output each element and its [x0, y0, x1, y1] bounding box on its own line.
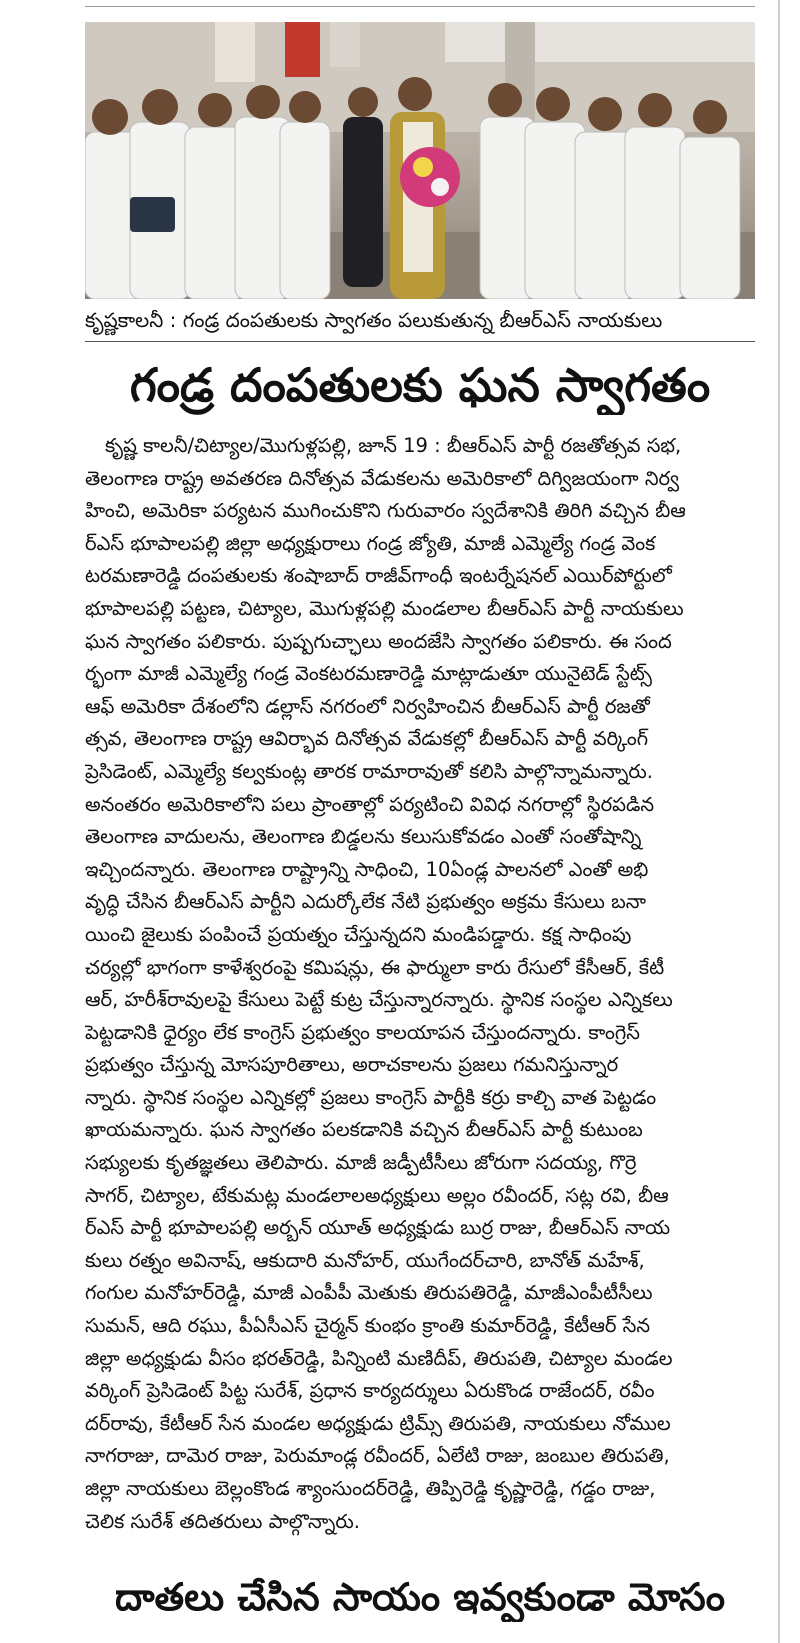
body-line: ఖాయమన్నారు. ఘన స్వాగతం పలకడానికి వచ్చిన బీఆర్ఎస్ పార్టీ కుటుంబ [85, 1118, 643, 1142]
body-line: నాగరాజు, దామెర రాజు, పెరుమాండ్ల రవీందర్, ఏలేటి రాజు, జంబుల తిరుపతి, [85, 1444, 670, 1468]
body-line: గంగుల మనోహర్‌రెడ్డి, మాజీ ఎంపీపీ మెతుకు తిరుపతిరెడ్డి, మాజీఎంపీటీసీలు [85, 1281, 653, 1305]
body-line: ర్ఎస్ భూపాలపల్లి జిల్లా అధ్యక్షురాలు గండ్ర జ్యోతి, మాజీ ఎమ్మెల్యే గండ్ర వెంక [85, 531, 656, 555]
body-line: ఆఫ్ అమెరికా దేశంలోని డల్లాస్ నగరంలో నిర్వహించిన బీఆర్ఎస్ పార్టీ రజతో [85, 694, 650, 718]
column-divider [778, 0, 780, 1643]
body-line: వర్కింగ్ ప్రెసిడెంట్ పిట్ట సురేశ్, ప్రధాన కార్యదర్శులు ఏరుకొండ రాజేందర్, రవీం [85, 1379, 655, 1403]
body-line: సుమన్, ఆది రఘు, పీఏసీఎస్ చైర్మన్ కుంభం క్రాంతి కుమార్‌రెడ్డి, కేటీఆర్ సేన [85, 1314, 651, 1338]
body-line: హించి, అమెరికా పర్యటన ముగించుకొని గురువారం స్వదేశానికి తిరిగి వచ్చిన బీఆ [85, 499, 686, 523]
body-line: సభ్యులకు కృతజ్ఞతలు తెలిపారు. మాజీ జడ్పీటీసీలు జోరుగా సదయ్య, గొర్రె [85, 1151, 637, 1175]
body-line: తెలంగాణ వాదులను, తెలంగాణ బిడ్డలను కలుసుకోవడం ఎంతో సంతోషాన్ని [85, 825, 642, 849]
body-line: ఘన స్వాగతం పలికారు. పుష్పగుచ్ఛాలు అందజేసి స్వాగతం పలికారు. ఈ సంద [85, 629, 672, 653]
body-line: వృద్ధి చేసిన బీఆర్ఎస్ పార్టీని ఎదుర్కోలేక నేటి ప్రభుత్వం అక్రమ కేసులు బనా [85, 890, 646, 914]
body-line: జిల్లా నాయకులు బెల్లంకొండ శ్యాంసుందర్‌రెడ్డి, తిప్పిరెడ్డి కృష్ణారెడ్డి, గడ్డం రాజు, [85, 1477, 656, 1500]
body-line: అనంతరం అమెరికాలోని పలు ప్రాంతాల్లో పర్యటించి వివిధ నగరాల్లో స్థిరపడిన [85, 792, 655, 816]
body-line: ప్రభుత్వం చేస్తున్న మోసపూరితాలు, అరాచకాలను ప్రజలు గమనిస్తున్నార [85, 1053, 619, 1077]
body-line: భూపాలపల్లి పట్టణ, చిట్యాల, మొగుళ్లపల్లి మండలాల బీఆర్ఎస్ పార్టీ నాయకులు [85, 596, 684, 620]
body-line: తెలంగాణ రాష్ట్ర అవతరణ దినోత్సవ వేడుకలను అమెరికాలో దిగ్విజయంగా నిర్వ [85, 466, 680, 490]
body-line: ర్ఎస్ పార్టీ భూపాలపల్లి అర్బన్ యూత్ అధ్యక్షుడు బుర్ర రాజు, బీఆర్ఎస్ నాయ [85, 1216, 671, 1240]
photo-caption: కృష్ణకాలనీ : గండ్ర దంపతులకు స్వాగతం పలుకుతున్న బీఆర్ఎస్ నాయకులు [85, 305, 755, 342]
article-headline: గండ్ర దంపతులకు ఘన స్వాగతం [129, 358, 711, 412]
body-line: న్నారు. స్థానిక సంస్థల ఎన్నికల్లో ప్రజలు కాంగ్రెస్ పార్టీకి కర్రు కాల్చి వాత పెట్టడం [85, 1085, 657, 1109]
body-line: చెలిక సురేశ్ తదితరులు పాల్గొన్నారు. [85, 1509, 360, 1533]
body-line: ఆర్, హరీశ్‌రావులపై కేసులు పెట్టే కుట్ర చేస్తున్నారన్నారు. స్థానిక సంస్థల ఎన్నికలు [85, 988, 673, 1012]
body-line: చర్యల్లో భాగంగా కాళేశ్వరంపై కమిషన్లు, ఈ ఫార్ములా కారు రేసులో కేసీఆర్, కేటీ [85, 955, 665, 979]
body-line: త్సవ, తెలంగాణ రాష్ట్ర ఆవిర్భావ దినోత్సవ వేడుకల్లో బీఆర్ఎస్ పార్టీ వర్కింగ్ [85, 727, 649, 751]
top-divider [85, 6, 755, 7]
body-line: కులు రత్నం అవినాష్, ఆకుదారి మనోహర్, యుగేందర్‌చారి, బానోత్ మహేశ్, [85, 1248, 645, 1272]
news-photo [85, 22, 755, 299]
body-line: టరమణారెడ్డి దంపతులకు శంషాబాద్ రాజీవ్‌గాంధీ ఇంటర్నేషనల్ ఎయిర్‌పోర్టులో [85, 564, 672, 588]
body-line: ఇచ్చిందన్నారు. తెలంగాణ రాష్ట్రాన్ని సాధించి, 10ఏండ్ల పాలనలో ఎంతో అభి [85, 857, 649, 881]
article-body [85, 430, 755, 1538]
body-line: యించి జైలుకు పంపించే ప్రయత్నం చేస్తున్నదని మండిపడ్డారు. కక్ష సాధింపు [85, 922, 632, 946]
body-line: జిల్లా అధ్యక్షుడు వీసం భరత్‌రెడ్డి, పిన్నింటి మణిదీప్, తిరుపతి, చిట్యాల మండల [85, 1346, 673, 1370]
next-article-headline: దాతలు చేసిన సాయం ఇవ్వకుండా మోసం [115, 1575, 725, 1619]
body-line: దర్‌రావు, కేటీఆర్ సేన మండల అధ్యక్షుడు ట్రిమ్స్ తిరుపతి, నాయకులు నోముల [85, 1411, 671, 1435]
body-line: ప్రెసిడెంట్, ఎమ్మెల్యే కల్వకుంట్ల తారక రామారావుతో కలిసి పాల్గొన్నామన్నారు. [85, 759, 653, 783]
body-line: ర్భంగా మాజీ ఎమ్మెల్యే గండ్ర వెంకటరమణారెడ్డి మాట్లాడుతూ యునైటెడ్ స్టేట్స్ [85, 662, 652, 686]
body-line: పెట్టడానికి ధైర్యం లేక కాంగ్రెస్ ప్రభుత్వం కాలయాపన చేస్తుందన్నారు. కాంగ్రెస్ [85, 1020, 640, 1044]
body-line: కృష్ణ కాలనీ/చిట్యాల/మొగుళ్లపల్లి, జూన్ 19 : బీఆర్ఎస్ పార్టీ రజతోత్సవ సభ, [105, 434, 682, 457]
body-line: సాగర్, చిట్యాల, టేకుమట్ల మండలాలఅధ్యక్షులు అల్లం రవీందర్, సట్ల రవి, బీఆ [85, 1183, 669, 1207]
